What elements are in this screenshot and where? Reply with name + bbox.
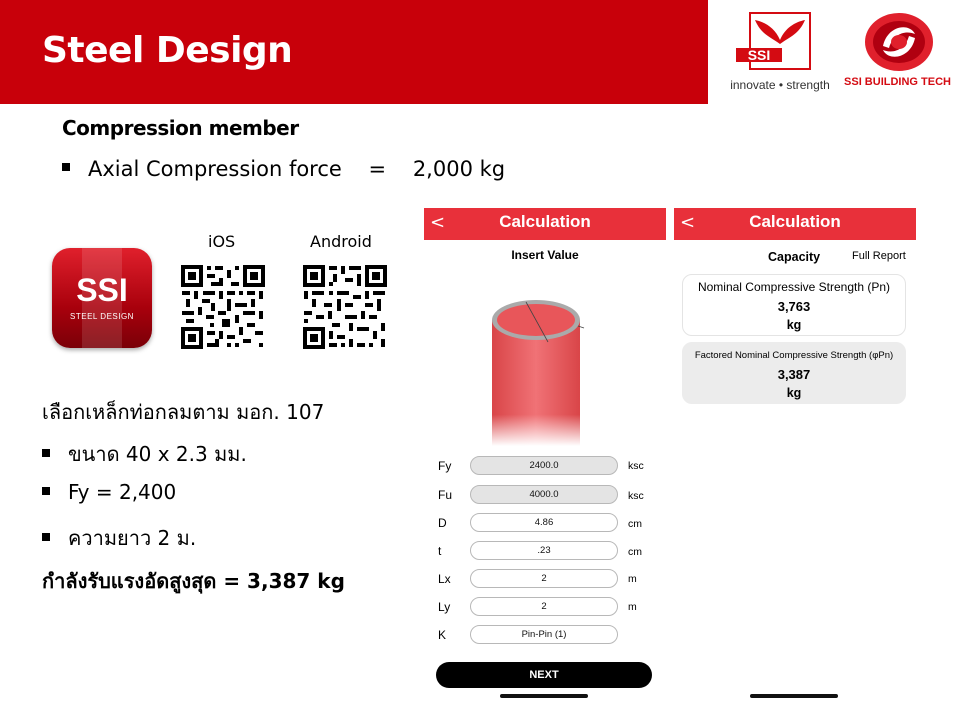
bullet-square-icon bbox=[42, 487, 50, 495]
compression-heading: Compression member bbox=[62, 116, 299, 140]
ly-input[interactable]: 2 bbox=[470, 597, 618, 616]
unit-ksc: ksc bbox=[628, 460, 644, 472]
app-title-bar bbox=[674, 208, 916, 240]
selection-item-text: ความยาว 2 ม. bbox=[68, 526, 197, 550]
selection-item bbox=[42, 438, 247, 470]
tab-full-report[interactable]: Full Report bbox=[852, 250, 906, 262]
bullet-square-icon bbox=[42, 533, 50, 541]
qr-code-ios-icon[interactable] bbox=[180, 264, 266, 350]
next-button[interactable]: NEXT bbox=[436, 662, 652, 688]
app-icon-subtitle: STEEL DESIGN bbox=[70, 312, 134, 321]
input-label-d: D bbox=[438, 516, 447, 530]
nominal-strength-unit: kg bbox=[786, 318, 802, 332]
k-select[interactable]: Pin-Pin (1) bbox=[470, 625, 618, 644]
compression-force-text: Axial Compression force = 2,000 kg bbox=[88, 157, 506, 181]
input-label-ly: Ly bbox=[438, 600, 451, 614]
tab-capacity[interactable]: Capacity bbox=[768, 250, 821, 264]
input-label-k: K bbox=[438, 628, 447, 642]
page-title: Steel Design bbox=[42, 30, 293, 71]
selection-item-text: ขนาด 40 x 2.3 มม. bbox=[68, 442, 247, 466]
screen-title: Calculation bbox=[499, 212, 591, 231]
factored-strength-value: 3,387 bbox=[777, 367, 811, 382]
t-input[interactable]: .23 bbox=[470, 541, 618, 560]
input-label-fy: Fy bbox=[438, 459, 452, 473]
ssi-tagline: innovate • strength bbox=[730, 78, 830, 92]
d-input[interactable]: 4.86 bbox=[470, 513, 618, 532]
selection-intro: เลือกเหล็กท่อกลมตาม มอก. 107 bbox=[42, 400, 325, 424]
fu-input[interactable]: 4000.0 bbox=[470, 485, 618, 504]
factored-strength-unit: kg bbox=[786, 386, 802, 400]
input-label-lx: Lx bbox=[438, 572, 451, 586]
app-icon-title: SSI bbox=[76, 272, 128, 308]
unit-ksc: ksc bbox=[628, 490, 644, 502]
selection-conclusion: กำลังรับแรงอัดสูงสุด = 3,387 kg bbox=[42, 569, 345, 593]
factored-strength-label: Factored Nominal Compressive Strength (φPn) bbox=[694, 350, 894, 361]
unit-cm: cm bbox=[628, 546, 642, 558]
home-indicator[interactable] bbox=[750, 694, 838, 698]
ssi-steel-design-app-icon[interactable] bbox=[52, 248, 152, 348]
compression-bullet bbox=[62, 157, 505, 181]
back-chevron-icon[interactable]: < bbox=[430, 212, 446, 233]
app-title-bar bbox=[424, 208, 666, 240]
qr-ios-label: iOS bbox=[208, 232, 236, 251]
input-label-fu: Fu bbox=[438, 488, 453, 502]
selection-item bbox=[42, 522, 196, 554]
selection-item bbox=[42, 480, 176, 504]
phone-screen-capacity bbox=[674, 208, 916, 700]
ssi-logo-text: SSI bbox=[736, 48, 782, 62]
phone-screen-input bbox=[424, 208, 666, 700]
lx-input[interactable]: 2 bbox=[470, 569, 618, 588]
screen-title: Calculation bbox=[749, 212, 841, 231]
nominal-strength-label: Nominal Compressive Strength (Pn) bbox=[697, 280, 891, 294]
building-tech-mark-icon bbox=[863, 12, 935, 72]
qr-android-label: Android bbox=[310, 232, 372, 251]
nominal-strength-card bbox=[682, 274, 906, 336]
bullet-square-icon bbox=[42, 449, 50, 457]
insert-value-label: Insert Value bbox=[511, 248, 579, 262]
ssi-logo bbox=[730, 10, 830, 92]
building-tech-logo bbox=[840, 10, 955, 92]
back-chevron-icon[interactable]: < bbox=[680, 212, 696, 233]
fy-input[interactable]: 2400.0 bbox=[470, 456, 618, 475]
bullet-square-icon bbox=[62, 163, 70, 171]
unit-cm: cm bbox=[628, 518, 642, 530]
home-indicator[interactable] bbox=[500, 694, 588, 698]
unit-m: m bbox=[628, 601, 637, 613]
unit-m: m bbox=[628, 573, 637, 585]
steel-pipe-illustration-icon bbox=[486, 296, 586, 446]
input-label-t: t bbox=[438, 544, 442, 558]
selection-item-text: Fy = 2,400 bbox=[68, 480, 177, 504]
nominal-strength-value: 3,763 bbox=[777, 299, 811, 314]
building-tech-text: SSI BUILDING TECH bbox=[844, 76, 951, 88]
qr-code-android-icon[interactable] bbox=[302, 264, 388, 350]
factored-strength-card bbox=[682, 342, 906, 404]
